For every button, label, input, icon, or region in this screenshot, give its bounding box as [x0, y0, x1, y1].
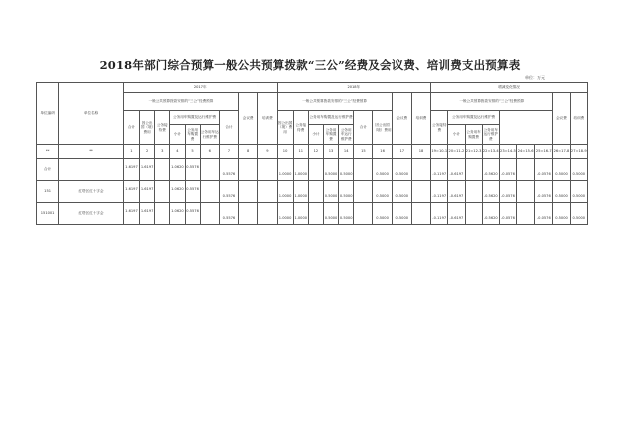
- value-upper: [535, 185, 552, 194]
- value-lower: -0.6197: [449, 193, 464, 198]
- value-lower: 0.5000: [339, 171, 353, 176]
- value-lower: -0.0576: [536, 171, 551, 176]
- value-cell: [239, 181, 258, 203]
- value-lower: -0.0576: [500, 193, 515, 198]
- header-2018-subtotal: 小计: [308, 125, 323, 145]
- index-cell: 6: [200, 145, 219, 159]
- index-cell: 2: [140, 145, 155, 159]
- value-upper: [294, 207, 308, 216]
- value-cell: [185, 181, 200, 203]
- value-upper: [500, 207, 516, 216]
- value-cell: [258, 159, 277, 181]
- value-upper: [517, 187, 534, 196]
- value-upper: 1.6197: [140, 209, 154, 213]
- header-2017-total: 合计: [123, 111, 139, 145]
- index-cell: 15: [354, 145, 373, 159]
- value-cell: [553, 203, 570, 225]
- index-cell: 1: [123, 145, 139, 159]
- value-lower: 1.0000: [278, 215, 292, 220]
- value-upper: [517, 165, 534, 174]
- index-cell: 18: [411, 145, 430, 159]
- header-2017-operation: 公务用车运行维护费: [200, 125, 219, 145]
- value-upper: 1.6197: [140, 165, 154, 169]
- index-cell: 25=16-7: [535, 145, 553, 159]
- value-upper: [294, 163, 308, 172]
- value-cell: [570, 181, 587, 203]
- header-code: 单位编码: [37, 83, 59, 145]
- value-upper: [448, 207, 464, 216]
- value-upper: [309, 187, 323, 196]
- value-cell: [465, 159, 482, 181]
- value-cell: [448, 159, 465, 181]
- value-upper: [412, 209, 430, 218]
- value-cell: [277, 181, 293, 203]
- value-cell: [517, 159, 535, 181]
- value-lower: 0.5000: [376, 215, 389, 220]
- value-upper: [431, 207, 447, 216]
- row-code: 151001: [37, 203, 59, 225]
- value-lower: -0.0576: [536, 193, 551, 198]
- value-upper: 1.0620: [171, 209, 184, 213]
- header-2017-meeting: 会议费: [239, 93, 258, 145]
- value-cell: [155, 159, 170, 181]
- value-upper: [373, 185, 391, 194]
- value-lower: 0.5000: [555, 215, 568, 220]
- value-upper: [483, 207, 499, 216]
- index-cell: 24=15-6: [517, 145, 535, 159]
- value-lower: -0.5620: [483, 215, 498, 220]
- value-lower: 0.5000: [395, 215, 409, 220]
- value-upper: [500, 185, 516, 194]
- value-cell: [170, 203, 185, 225]
- value-upper: [155, 187, 169, 196]
- value-upper: [324, 207, 338, 216]
- value-cell: [411, 181, 430, 203]
- value-cell: [123, 181, 139, 203]
- header-2017-sangong: 一般公共预算拨款安排的“三公”经费预算: [123, 93, 238, 111]
- value-upper: [258, 187, 276, 196]
- index-cell: 26=17-8: [553, 145, 570, 159]
- value-upper: [553, 185, 569, 194]
- value-lower: -0.5620: [483, 193, 498, 198]
- value-cell: [431, 159, 448, 181]
- value-cell: [323, 203, 338, 225]
- value-cell: [499, 159, 516, 181]
- value-upper: [278, 185, 293, 194]
- value-cell: [373, 203, 392, 225]
- value-upper: [466, 165, 482, 174]
- index-cell: 9: [258, 145, 277, 159]
- value-upper: [258, 209, 276, 218]
- value-upper: [466, 209, 482, 218]
- header-row-years: [37, 83, 588, 93]
- index-cell: 12: [308, 145, 323, 159]
- value-lower: 0.5576: [222, 215, 236, 220]
- value-cell: [465, 181, 482, 203]
- value-upper: [354, 209, 372, 218]
- value-upper: [309, 209, 323, 218]
- value-cell: [308, 159, 323, 181]
- header-change-sangong: 一般公共预算拨款安排的“三公”经费预算: [431, 93, 553, 111]
- header-2018-operation: 公务用车运行维护费: [339, 125, 354, 145]
- value-cell: [354, 203, 373, 225]
- value-upper: [448, 163, 464, 172]
- value-cell: [354, 159, 373, 181]
- value-cell: [411, 159, 430, 181]
- value-lower: 0.5576: [222, 171, 236, 176]
- value-upper: [258, 165, 276, 174]
- value-lower: 0.5000: [572, 171, 586, 176]
- value-cell: [308, 181, 323, 203]
- value-upper: 1.0620: [171, 165, 184, 169]
- header-2017-reception: 公务接待费: [155, 111, 170, 145]
- value-cell: [373, 181, 392, 203]
- value-lower: 0.5000: [555, 171, 568, 176]
- index-row: [37, 145, 588, 159]
- value-cell: [517, 203, 535, 225]
- row-name: [59, 159, 124, 181]
- value-cell: [482, 203, 499, 225]
- value-cell: [499, 203, 516, 225]
- value-upper: [393, 207, 411, 216]
- value-upper: [201, 187, 219, 196]
- value-upper: [571, 207, 587, 216]
- value-upper: [339, 207, 353, 216]
- index-cell: 23=14-5: [499, 145, 516, 159]
- index-cell: 20=11-2: [448, 145, 465, 159]
- value-upper: [155, 165, 169, 174]
- value-cell: [431, 181, 448, 203]
- index-cell: 21=12-3: [465, 145, 482, 159]
- header-2018-vehicle: 公务用车购置及运行维护费: [308, 111, 353, 125]
- index-cell: **: [37, 145, 59, 159]
- value-upper: [500, 163, 516, 172]
- header-change-training: 培训费: [570, 93, 587, 145]
- header-change-purchase: 公务用车购置费: [465, 125, 482, 145]
- value-lower: 0.5000: [324, 215, 338, 220]
- value-lower: 1.0000: [278, 171, 292, 176]
- value-lower: 0.5000: [324, 193, 338, 198]
- value-cell: [323, 181, 338, 203]
- value-cell: [140, 159, 155, 181]
- value-cell: [373, 159, 392, 181]
- value-upper: [201, 165, 219, 174]
- unit-label: 单位：万元: [525, 75, 545, 80]
- value-upper: [373, 163, 391, 172]
- header-2017-training: 培训费: [258, 93, 277, 145]
- value-cell: [392, 159, 411, 181]
- value-cell: [431, 203, 448, 225]
- value-upper: [412, 187, 430, 196]
- index-cell: 11: [293, 145, 308, 159]
- value-lower: 0.5000: [339, 193, 353, 198]
- value-upper: 0.5576: [186, 165, 199, 169]
- value-upper: [553, 207, 569, 216]
- value-cell: [323, 159, 338, 181]
- value-lower: 0.5000: [376, 193, 389, 198]
- header-2017: 2017年: [123, 83, 277, 93]
- value-lower: -0.6197: [449, 215, 464, 220]
- value-upper: [201, 209, 219, 218]
- value-lower: 1.0000: [294, 215, 308, 220]
- value-upper: [483, 163, 499, 172]
- value-cell: [200, 181, 219, 203]
- value-upper: [220, 207, 238, 216]
- value-upper: [324, 163, 338, 172]
- value-cell: [339, 203, 354, 225]
- value-upper: [553, 163, 569, 172]
- value-upper: [517, 209, 534, 218]
- value-upper: [431, 163, 447, 172]
- value-upper: 1.6197: [140, 187, 154, 191]
- value-cell: [123, 159, 139, 181]
- value-cell: [465, 203, 482, 225]
- value-cell: [392, 203, 411, 225]
- value-upper: [239, 209, 257, 218]
- value-upper: [571, 163, 587, 172]
- value-cell: [392, 181, 411, 203]
- index-cell: 8: [239, 145, 258, 159]
- value-lower: -0.1197: [432, 171, 447, 176]
- value-upper: [239, 165, 257, 174]
- value-upper: [354, 165, 372, 174]
- header-change-total: 合计: [354, 111, 373, 145]
- value-cell: [155, 203, 170, 225]
- value-upper: [294, 185, 308, 194]
- index-cell: 3: [155, 145, 170, 159]
- header-change: 增减变化情况: [431, 83, 588, 93]
- row-name: 红塔区红十字会: [59, 181, 124, 203]
- header-2018: 2018年: [277, 83, 431, 93]
- value-lower: 0.5000: [339, 215, 353, 220]
- value-upper: [309, 165, 323, 174]
- value-lower: 0.5000: [572, 215, 586, 220]
- value-cell: [200, 203, 219, 225]
- header-2017-abroad: 因公出国（境）费用: [140, 111, 155, 145]
- value-cell: [170, 159, 185, 181]
- value-upper: [393, 163, 411, 172]
- value-upper: 1.6197: [125, 187, 138, 191]
- value-lower: -0.0576: [500, 215, 515, 220]
- value-upper: [339, 185, 353, 194]
- value-upper: [220, 163, 238, 172]
- header-change-operation: 公务用车运行维护费: [482, 125, 499, 145]
- value-cell: [219, 181, 238, 203]
- value-cell: [219, 203, 238, 225]
- value-cell: [293, 159, 308, 181]
- value-cell: [308, 203, 323, 225]
- value-lower: -0.1197: [432, 215, 447, 220]
- value-cell: [140, 203, 155, 225]
- value-cell: [155, 181, 170, 203]
- index-cell: 19=10-1: [431, 145, 448, 159]
- value-cell: [535, 203, 553, 225]
- value-upper: [483, 185, 499, 194]
- value-cell: [219, 159, 238, 181]
- value-lower: 1.0000: [294, 193, 308, 198]
- value-cell: [185, 203, 200, 225]
- header-change-subtotal: 小计: [448, 125, 465, 145]
- value-cell: [293, 203, 308, 225]
- value-upper: 0.5576: [186, 187, 199, 191]
- value-cell: [239, 159, 258, 181]
- header-2017-subtotal: 小计: [170, 125, 185, 145]
- value-cell: [570, 203, 587, 225]
- value-upper: [339, 163, 353, 172]
- page-title: 2018年部门综合预算一般公共预算拨款“三公”经费及会议费、培训费支出预算表: [99, 58, 521, 72]
- value-cell: [140, 181, 155, 203]
- value-cell: [293, 181, 308, 203]
- value-lower: 0.5000: [395, 193, 409, 198]
- value-upper: [155, 209, 169, 218]
- header-change-vehicle: 公务用车购置及运行维护费: [448, 111, 500, 125]
- index-cell: 27=18-9: [570, 145, 587, 159]
- value-upper: [373, 207, 391, 216]
- value-lower: 0.5000: [395, 171, 409, 176]
- header-2018-meeting: 会议费: [392, 93, 411, 145]
- value-cell: [482, 159, 499, 181]
- value-upper: [412, 165, 430, 174]
- value-cell: [354, 181, 373, 203]
- value-cell: [258, 203, 277, 225]
- header-2018-total: 合计: [219, 111, 238, 145]
- header-change-abroad: 因公出国（境）费用: [373, 111, 392, 145]
- value-upper: 1.6197: [125, 165, 138, 169]
- index-cell: 14: [339, 145, 354, 159]
- value-upper: [278, 163, 293, 172]
- value-upper: [354, 187, 372, 196]
- value-upper: [466, 187, 482, 196]
- value-cell: [339, 181, 354, 203]
- value-lower: 1.0000: [294, 171, 308, 176]
- header-2018-abroad: 因公出国（境）费用: [277, 111, 293, 145]
- value-lower: 0.5000: [555, 193, 568, 198]
- value-lower: -0.1197: [432, 193, 447, 198]
- index-cell: 13: [323, 145, 338, 159]
- value-upper: [448, 185, 464, 194]
- value-lower: 0.5000: [324, 171, 338, 176]
- header-2017-purchase: 公务用车购置费: [185, 125, 200, 145]
- index-cell: 10: [277, 145, 293, 159]
- value-upper: [535, 207, 552, 216]
- index-cell: 16: [373, 145, 392, 159]
- budget-table: [36, 82, 588, 225]
- value-cell: [185, 159, 200, 181]
- value-cell: [448, 203, 465, 225]
- value-cell: [535, 181, 553, 203]
- value-lower: 1.0000: [278, 193, 292, 198]
- value-cell: [535, 159, 553, 181]
- value-lower: 0.5576: [222, 193, 236, 198]
- table-row: [37, 159, 588, 181]
- header-2018-training: 培训费: [411, 93, 430, 145]
- value-cell: [170, 181, 185, 203]
- value-upper: [431, 185, 447, 194]
- value-upper: [324, 185, 338, 194]
- value-cell: [123, 203, 139, 225]
- index-cell: 4: [170, 145, 185, 159]
- table-row: [37, 181, 588, 203]
- value-cell: [200, 159, 219, 181]
- index-cell: **: [59, 145, 124, 159]
- value-cell: [448, 181, 465, 203]
- index-cell: 17: [392, 145, 411, 159]
- header-change-reception: 公务接待费: [431, 111, 448, 145]
- header-2018-purchase: 公务用车购置费: [323, 125, 338, 145]
- row-name: 红塔区红十字会: [59, 203, 124, 225]
- value-cell: [553, 181, 570, 203]
- value-cell: [499, 181, 516, 203]
- value-cell: [482, 181, 499, 203]
- value-cell: [339, 159, 354, 181]
- value-cell: [553, 159, 570, 181]
- value-cell: [239, 203, 258, 225]
- value-upper: [220, 185, 238, 194]
- value-upper: [535, 163, 552, 172]
- value-cell: [517, 181, 535, 203]
- row-code: 合计: [37, 159, 59, 181]
- value-cell: [277, 159, 293, 181]
- row-code: 151: [37, 181, 59, 203]
- value-cell: [570, 159, 587, 181]
- data-rows: [37, 159, 588, 225]
- value-lower: -0.6197: [449, 171, 464, 176]
- value-upper: [393, 185, 411, 194]
- header-change-meeting: 会议费: [553, 93, 570, 145]
- value-upper: [571, 185, 587, 194]
- value-lower: 0.5000: [572, 193, 586, 198]
- index-cell: 5: [185, 145, 200, 159]
- header-2018-reception: 公务接待费: [293, 111, 308, 145]
- header-2017-vehicle: 公务用车购置及运行维护费: [170, 111, 220, 125]
- value-cell: [277, 203, 293, 225]
- value-lower: -0.0576: [500, 171, 515, 176]
- value-upper: 1.0620: [171, 187, 184, 191]
- value-upper: [239, 187, 257, 196]
- index-cell: 22=13-4: [482, 145, 499, 159]
- value-upper: 0.5576: [186, 209, 199, 213]
- table-row: [37, 203, 588, 225]
- value-lower: -0.5620: [483, 171, 498, 176]
- header-name: 单位名称: [59, 83, 124, 145]
- value-lower: 0.5000: [376, 171, 389, 176]
- value-lower: -0.0576: [536, 215, 551, 220]
- header-2018-sangong: 一般公共预算拨款安排的“三公”经费预算: [277, 93, 392, 111]
- index-cell: 7: [219, 145, 238, 159]
- value-upper: 1.6197: [125, 209, 138, 213]
- value-cell: [411, 203, 430, 225]
- value-upper: [278, 207, 293, 216]
- value-cell: [258, 181, 277, 203]
